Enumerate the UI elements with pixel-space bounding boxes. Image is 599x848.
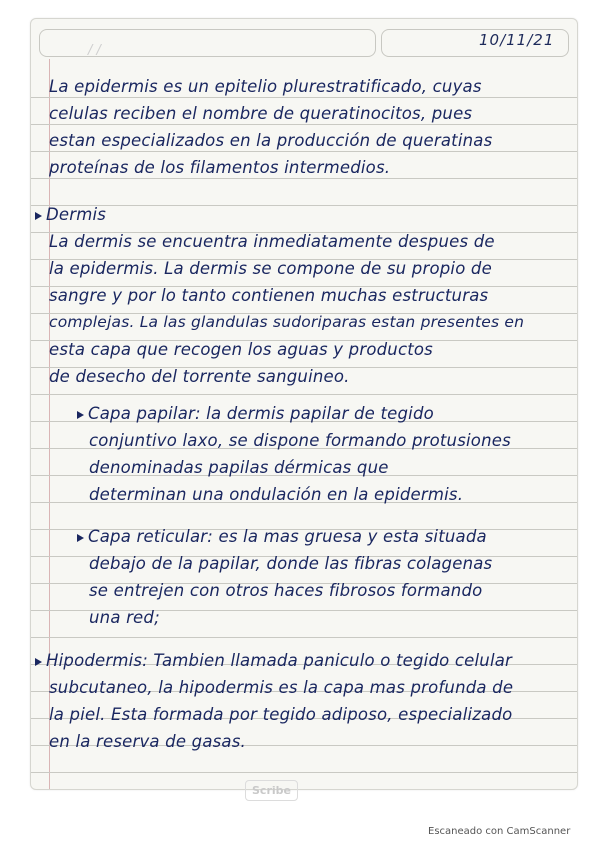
ruled-line <box>31 394 577 395</box>
ruled-line <box>31 151 577 152</box>
item-text: Capa papilar: la dermis papilar de tegido <box>88 404 434 423</box>
text-line: esta capa que recogen los aguas y productos <box>49 340 433 359</box>
arrow-bullet-icon <box>77 411 84 419</box>
ruled-line <box>31 124 577 125</box>
text-line: debajo de la papilar, donde las fibras colagenas <box>89 554 493 573</box>
papilar-item <box>77 404 434 423</box>
reticular-item <box>77 527 487 546</box>
text-line: determinan una ondulación en la epidermis. <box>89 485 464 504</box>
heading-hipodermis <box>35 651 512 670</box>
camscanner-watermark: Escaneado con CamScanner <box>428 826 571 837</box>
heading-text: Hipodermis: Tambien llamada paniculo o tegido celular <box>46 651 513 670</box>
text-line: La epidermis es un epitelio plurestratificado, cuyas <box>49 77 482 96</box>
text-line: la epidermis. La dermis se compone de su propio de <box>49 259 492 278</box>
text-line: se entrejen con otros haces fibrosos formando <box>89 581 483 600</box>
text-line: conjuntivo laxo, se dispone formando protusiones <box>89 431 511 450</box>
ruled-line <box>31 637 577 638</box>
arrow-bullet-icon <box>35 212 42 220</box>
text-line: proteínas de los filamentos intermedios. <box>49 158 391 177</box>
heading-text: Dermis <box>46 205 107 224</box>
ghost-date: / / <box>88 43 101 58</box>
item-text: Capa reticular: es la mas gruesa y esta situada <box>88 527 487 546</box>
text-line: de desecho del torrente sanguineo. <box>49 367 350 386</box>
heading-dermis <box>35 205 106 224</box>
text-line: sangre y por lo tanto contienen muchas estructuras <box>49 286 489 305</box>
text-line: complejas. La las glandulas sudoriparas estan presentes en <box>49 313 525 331</box>
ruled-line <box>31 205 577 206</box>
arrow-bullet-icon <box>35 658 42 666</box>
arrow-bullet-icon <box>77 534 84 542</box>
ruled-line <box>31 178 577 179</box>
header-field-left <box>39 29 376 57</box>
text-line: estan especializados en la producción de queratinas <box>49 131 493 150</box>
text-line: la piel. Esta formada por tegido adiposo, especializado <box>49 705 513 724</box>
ruled-line <box>31 772 577 773</box>
ruled-line <box>31 97 577 98</box>
scribe-logo: Scribe <box>245 780 298 801</box>
text-line: una red; <box>89 608 160 627</box>
text-line: subcutaneo, la hipodermis es la capa mas profunda de <box>49 678 514 697</box>
handwritten-date: 10/11/21 <box>479 31 555 49</box>
text-line: en la reserva de gasas. <box>49 732 246 751</box>
text-line: celulas reciben el nombre de queratinocitos, pues <box>49 104 473 123</box>
notebook-page <box>30 18 578 790</box>
text-line: denominadas papilas dérmicas que <box>89 458 389 477</box>
text-line: La dermis se encuentra inmediatamente despues de <box>49 232 495 251</box>
